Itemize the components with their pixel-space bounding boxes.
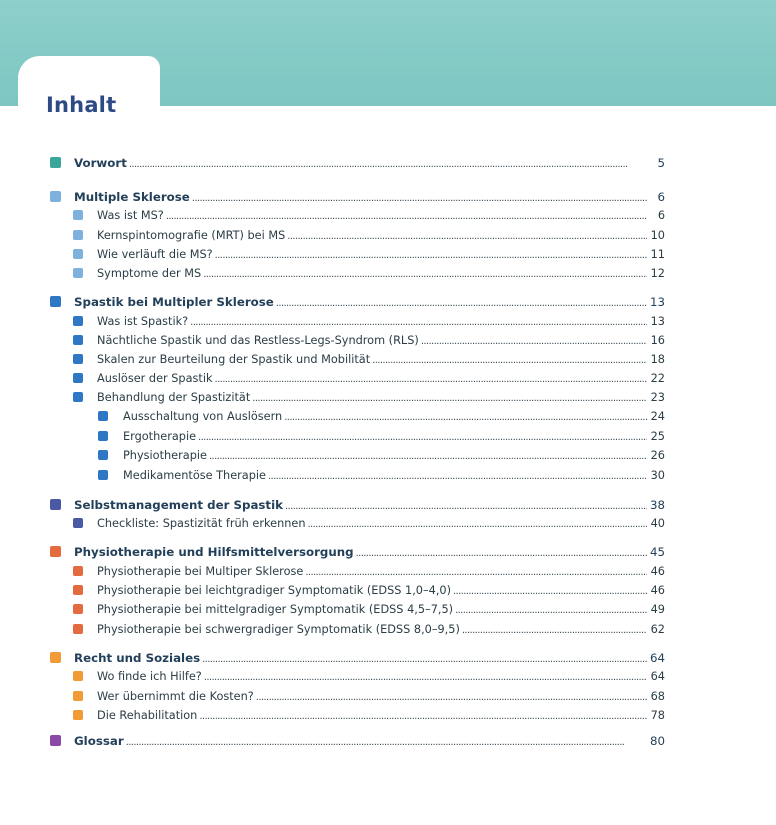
dot-leader	[129, 156, 647, 172]
toc-page-number: 30	[650, 469, 665, 482]
bullet-square-icon	[73, 373, 83, 383]
toc-label: Ergotherapie	[123, 430, 197, 443]
toc-page-number: 18	[650, 353, 665, 366]
toc-entry[interactable]	[73, 603, 665, 618]
dot-leader	[268, 469, 647, 484]
toc-entry[interactable]	[73, 670, 665, 685]
dot-leader	[190, 315, 647, 330]
toc-entry[interactable]	[73, 229, 665, 244]
toc-entry[interactable]	[98, 410, 665, 425]
dot-leader	[203, 267, 647, 282]
toc-page-number: 49	[650, 603, 665, 616]
toc-label: Physiotherapie	[123, 449, 207, 462]
toc-entry[interactable]	[73, 334, 665, 349]
page-title: Inhalt	[46, 93, 117, 117]
toc-entry[interactable]	[73, 517, 665, 532]
toc-label: Recht und Soziales	[74, 651, 201, 665]
bullet-square-icon	[73, 671, 83, 681]
toc-page-number: 64	[649, 651, 665, 665]
toc-label: Glossar	[74, 734, 124, 748]
toc-label: Physiotherapie bei schwergradiger Symptomatik (EDSS 8,0–9,5)	[97, 623, 460, 636]
bullet-square-icon	[73, 518, 83, 528]
toc-entry[interactable]	[73, 709, 665, 724]
bullet-square-icon	[98, 470, 108, 480]
toc-label: Wer übernimmt die Kosten?	[97, 690, 254, 703]
toc-page-number: 45	[649, 545, 665, 559]
dot-leader	[215, 248, 647, 263]
toc-entry[interactable]	[73, 248, 665, 263]
toc-label: Skalen zur Beurteilung der Spastik und Mobilität	[97, 353, 371, 366]
bullet-square-icon	[73, 624, 83, 634]
bullet-square-icon	[73, 268, 83, 278]
toc-chapter[interactable]	[50, 190, 665, 206]
dot-leader	[252, 391, 647, 406]
toc-entry[interactable]	[98, 430, 665, 445]
bullet-square-icon	[73, 249, 83, 259]
toc-page-number: 62	[650, 623, 665, 636]
dot-leader	[356, 545, 647, 561]
bullet-square-icon	[73, 210, 83, 220]
dot-leader	[287, 229, 647, 244]
dot-leader	[285, 498, 647, 514]
dot-leader	[198, 430, 647, 445]
dot-leader	[209, 449, 647, 464]
toc-page-number: 6	[657, 209, 665, 222]
toc-chapter[interactable]	[50, 498, 665, 514]
toc-entry[interactable]	[98, 469, 665, 484]
toc-page-number: 23	[650, 391, 665, 404]
toc-chapter[interactable]	[50, 156, 665, 172]
toc-label: Physiotherapie bei leichtgradiger Symptomatik (EDSS 1,0–4,0)	[97, 584, 451, 597]
toc-chapter[interactable]	[50, 651, 665, 667]
toc-label: Multiple Sklerose	[74, 190, 190, 204]
toc-page-number: 13	[649, 295, 665, 309]
toc-page-number: 68	[650, 690, 665, 703]
bullet-square-icon	[73, 710, 83, 720]
toc-page-number: 12	[650, 267, 665, 280]
toc-label: Wie verläuft die MS?	[97, 248, 213, 261]
bullet-square-icon	[73, 335, 83, 345]
toc-entry[interactable]	[73, 391, 665, 406]
dot-leader	[284, 410, 647, 425]
bullet-square-icon	[98, 431, 108, 441]
toc-label: Physiotherapie bei mittelgradiger Symptomatik (EDSS 4,5–7,5)	[97, 603, 454, 616]
bullet-square-icon	[73, 316, 83, 326]
toc-chapter[interactable]	[50, 295, 665, 311]
toc-label: Wo finde ich Hilfe?	[97, 670, 202, 683]
bullet-square-icon	[73, 691, 83, 701]
toc-label: Die Rehabilitation	[97, 709, 198, 722]
dot-leader	[462, 623, 647, 638]
toc-entry[interactable]	[98, 449, 665, 464]
toc-entry[interactable]	[73, 315, 665, 330]
bullet-square-icon	[73, 585, 83, 595]
toc-label: Behandlung der Spastizität	[97, 391, 251, 404]
toc-entry[interactable]	[73, 565, 665, 580]
dot-leader	[421, 334, 647, 349]
toc-entry[interactable]	[73, 267, 665, 282]
dot-leader	[199, 709, 647, 724]
dot-leader	[455, 603, 647, 618]
toc-page-number: 78	[650, 709, 665, 722]
bullet-square-icon	[73, 566, 83, 576]
dot-leader	[372, 353, 647, 368]
toc-page-number: 10	[650, 229, 665, 242]
toc-label: Spastik bei Multipler Sklerose	[74, 295, 274, 309]
bullet-square-icon	[50, 546, 61, 557]
dot-leader	[166, 209, 647, 224]
bullet-square-icon	[50, 652, 61, 663]
toc-page-number: 22	[650, 372, 665, 385]
toc-label: Was ist MS?	[97, 209, 164, 222]
toc-label: Checkliste: Spastizität früh erkennen	[97, 517, 306, 530]
dot-leader	[305, 565, 647, 580]
toc-label: Was ist Spastik?	[97, 315, 189, 328]
toc-page-number: 40	[650, 517, 665, 530]
bullet-square-icon	[73, 604, 83, 614]
dot-leader	[126, 734, 647, 750]
dot-leader	[215, 372, 647, 387]
toc-chapter[interactable]	[50, 545, 665, 561]
toc-label: Vorwort	[74, 156, 127, 170]
toc-label: Ausschaltung von Auslösern	[123, 410, 283, 423]
toc-page-number: 80	[649, 734, 665, 748]
toc-entry[interactable]	[73, 209, 665, 224]
bullet-square-icon	[50, 157, 61, 168]
toc-label: Physiotherapie bei Multiper Sklerose	[97, 565, 304, 578]
toc-entry[interactable]	[73, 690, 665, 705]
dot-leader	[202, 651, 647, 667]
bullet-square-icon	[73, 354, 83, 364]
bullet-square-icon	[50, 735, 61, 746]
toc-page-number: 24	[650, 410, 665, 423]
dot-leader	[308, 517, 648, 532]
toc-page-number: 5	[657, 156, 665, 170]
toc-label: Kernspintomografie (MRT) bei MS	[97, 229, 286, 242]
dot-leader	[276, 295, 647, 311]
toc-page-number: 46	[650, 584, 665, 597]
toc-label: Medikamentöse Therapie	[123, 469, 266, 482]
dot-leader	[256, 690, 647, 705]
toc-entry[interactable]	[73, 372, 665, 387]
toc-page-number: 26	[650, 449, 665, 462]
toc-label: Physiotherapie und Hilfsmittelversorgung	[74, 545, 354, 559]
toc-label: Nächtliche Spastik und das Restless-Legs-Syndrom (RLS)	[97, 334, 419, 347]
bullet-square-icon	[50, 499, 61, 510]
toc-label: Selbstmanagement der Spastik	[74, 498, 283, 512]
toc-label: Symptome der MS	[97, 267, 202, 280]
toc-label: Auslöser der Spastik	[97, 372, 213, 385]
dot-leader	[204, 670, 647, 685]
bullet-square-icon	[98, 450, 108, 460]
dot-leader	[453, 584, 647, 599]
toc-page-number: 38	[649, 498, 665, 512]
dot-leader	[192, 190, 647, 206]
bullet-square-icon	[50, 191, 61, 202]
toc-entry[interactable]	[73, 623, 665, 638]
bullet-square-icon	[50, 296, 61, 307]
bullet-square-icon	[98, 411, 108, 421]
toc-page-number: 25	[650, 430, 665, 443]
toc-page-number: 16	[650, 334, 665, 347]
toc-page-number: 11	[650, 248, 665, 261]
toc-entry[interactable]	[73, 353, 665, 368]
bullet-square-icon	[73, 230, 83, 240]
toc-page-number: 13	[650, 315, 665, 328]
bullet-square-icon	[73, 392, 83, 402]
toc-page-number: 46	[650, 565, 665, 578]
toc-page-number: 64	[650, 670, 665, 683]
toc-chapter[interactable]	[50, 734, 665, 750]
toc-page-number: 6	[657, 190, 665, 204]
toc-entry[interactable]	[73, 584, 665, 599]
